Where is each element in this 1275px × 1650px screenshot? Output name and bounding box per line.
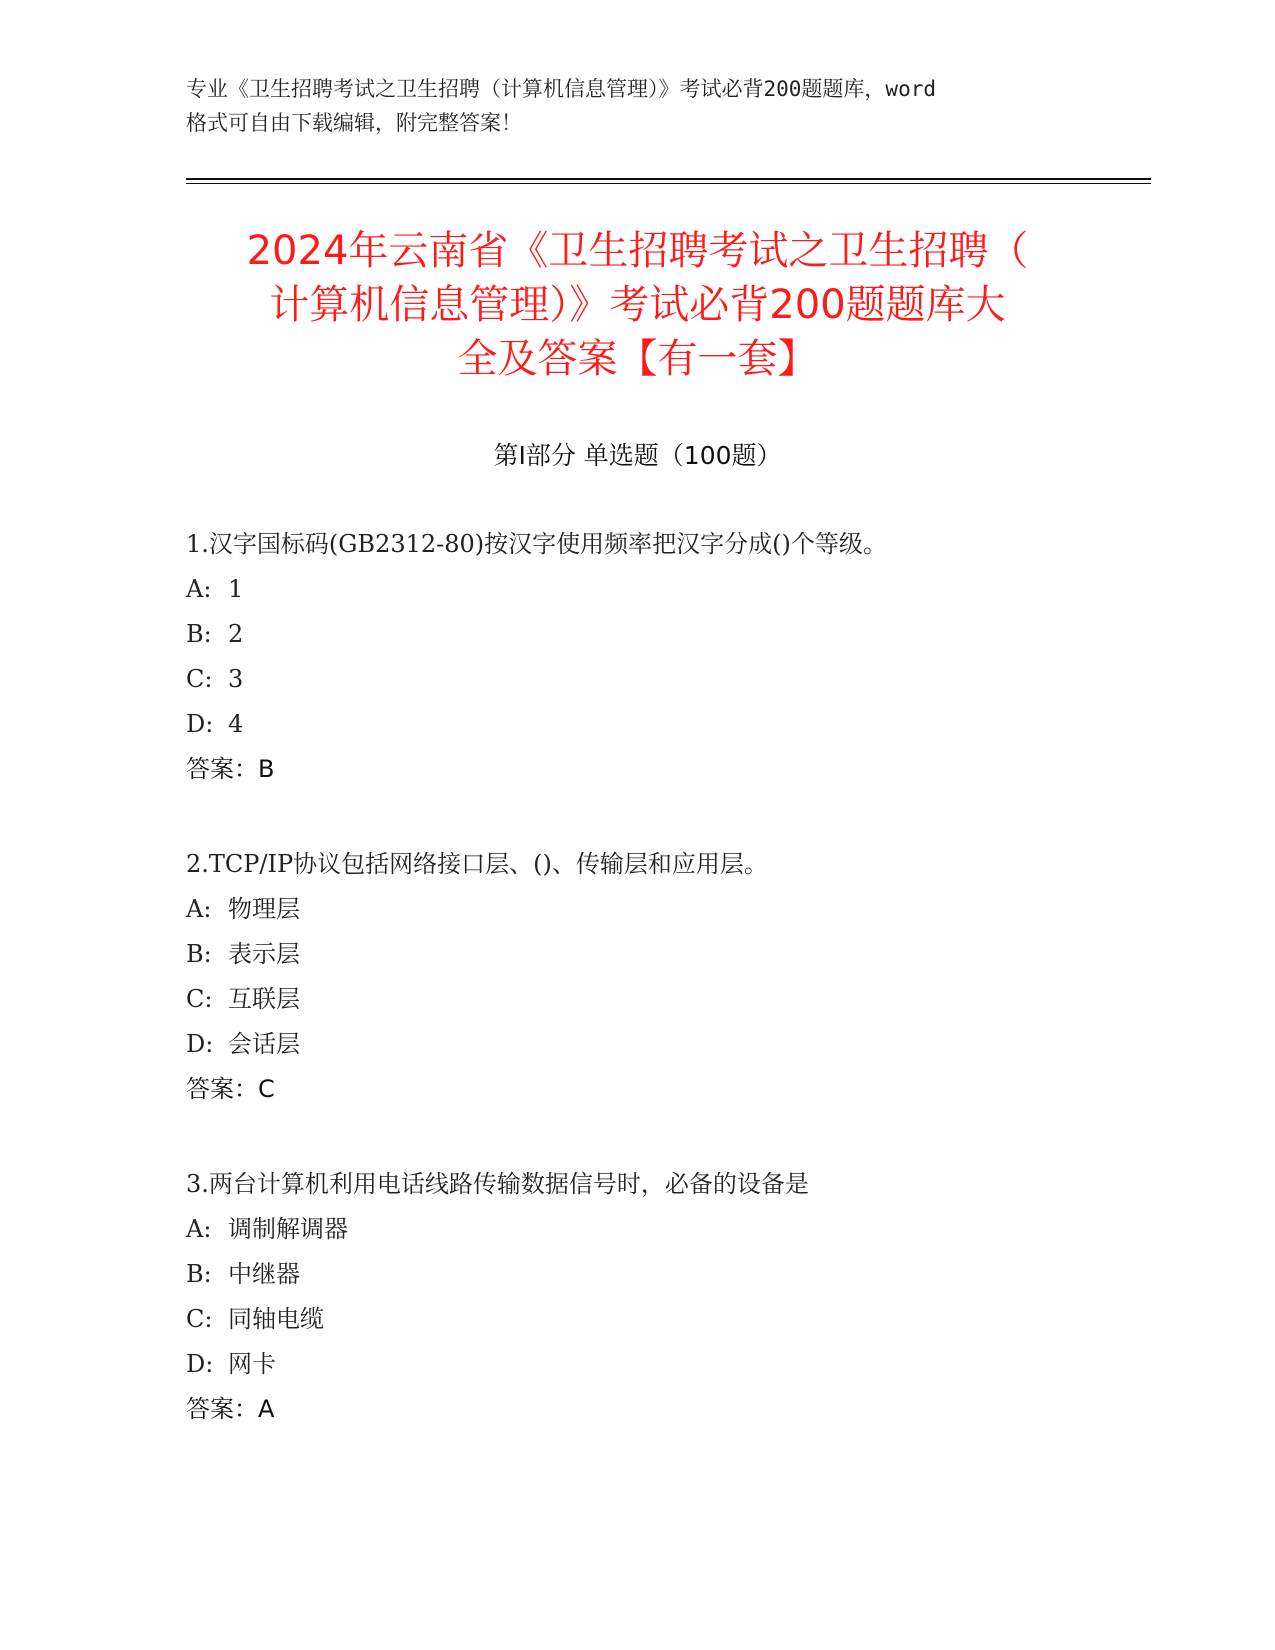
option-a bbox=[186, 887, 1146, 932]
option-text: 会话层 bbox=[228, 1030, 300, 1058]
option-text: 物理层 bbox=[228, 895, 300, 923]
answer-line: 答案：B bbox=[186, 755, 275, 783]
option-text: 4 bbox=[228, 710, 244, 738]
option-d bbox=[186, 1022, 1146, 1067]
option-text: 网卡 bbox=[228, 1350, 276, 1378]
option-letter: B: bbox=[186, 1260, 212, 1288]
option-letter: D: bbox=[186, 1350, 214, 1378]
header-divider-thick bbox=[186, 178, 1151, 180]
option-b bbox=[186, 1252, 1146, 1297]
option-letter: C: bbox=[186, 1305, 213, 1333]
spacer bbox=[186, 792, 1146, 842]
spacer bbox=[186, 1112, 1146, 1162]
option-text: 同轴电缆 bbox=[228, 1305, 324, 1333]
section-heading: 第I部分 单选题（100题） bbox=[493, 441, 782, 470]
header-note-line-1: 专业《卫生招聘考试之卫生招聘（计算机信息管理）》考试必背200题题库，word bbox=[186, 77, 936, 101]
option-letter: A: bbox=[186, 1215, 212, 1243]
option-letter: A: bbox=[186, 895, 212, 923]
option-text: 中继器 bbox=[228, 1260, 300, 1288]
answer-line: 答案：A bbox=[186, 1395, 275, 1423]
question-stem: 3.两台计算机利用电话线路传输数据信号时，必备的设备是 bbox=[186, 1170, 809, 1198]
header-note bbox=[186, 72, 1086, 140]
option-letter: B: bbox=[186, 940, 212, 968]
title-line-3: 全及答案【有一套】 bbox=[457, 336, 818, 382]
header-divider-thin bbox=[186, 183, 1151, 184]
option-letter: D: bbox=[186, 1030, 214, 1058]
title-line-1: 2024年云南省《卫生招聘考试之卫生招聘（ bbox=[246, 228, 1029, 274]
header-note-line-2: 格式可自由下载编辑，附完整答案！ bbox=[186, 111, 522, 135]
option-letter: D: bbox=[186, 710, 214, 738]
option-text: 调制解调器 bbox=[228, 1215, 348, 1243]
answer-line: 答案：C bbox=[186, 1075, 275, 1103]
option-a bbox=[186, 1207, 1146, 1252]
question-3 bbox=[186, 1162, 1146, 1432]
option-d bbox=[186, 702, 1146, 747]
question-list bbox=[186, 522, 1146, 1432]
option-d bbox=[186, 1342, 1146, 1387]
option-c bbox=[186, 657, 1146, 702]
option-text: 1 bbox=[228, 575, 244, 603]
question-2 bbox=[186, 842, 1146, 1112]
option-text: 3 bbox=[228, 665, 244, 693]
option-b bbox=[186, 612, 1146, 657]
option-letter: A: bbox=[186, 575, 212, 603]
option-c bbox=[186, 977, 1146, 1022]
option-text: 2 bbox=[228, 620, 244, 648]
option-text: 表示层 bbox=[228, 940, 300, 968]
option-c bbox=[186, 1297, 1146, 1342]
title-line-2: 计算机信息管理）》考试必背200题题库大 bbox=[269, 282, 1006, 328]
option-letter: B: bbox=[186, 620, 212, 648]
question-stem: 2.TCP/IP协议包括网络接口层、()、传输层和应用层。 bbox=[186, 850, 768, 878]
option-letter: C: bbox=[186, 665, 213, 693]
option-a bbox=[186, 567, 1146, 612]
option-b bbox=[186, 932, 1146, 977]
option-text: 互联层 bbox=[228, 985, 300, 1013]
question-stem: 1.汉字国标码(GB2312-80)按汉字使用频率把汉字分成()个等级。 bbox=[186, 530, 887, 558]
question-1 bbox=[186, 522, 1146, 792]
document-title bbox=[150, 224, 1125, 386]
option-letter: C: bbox=[186, 985, 213, 1013]
